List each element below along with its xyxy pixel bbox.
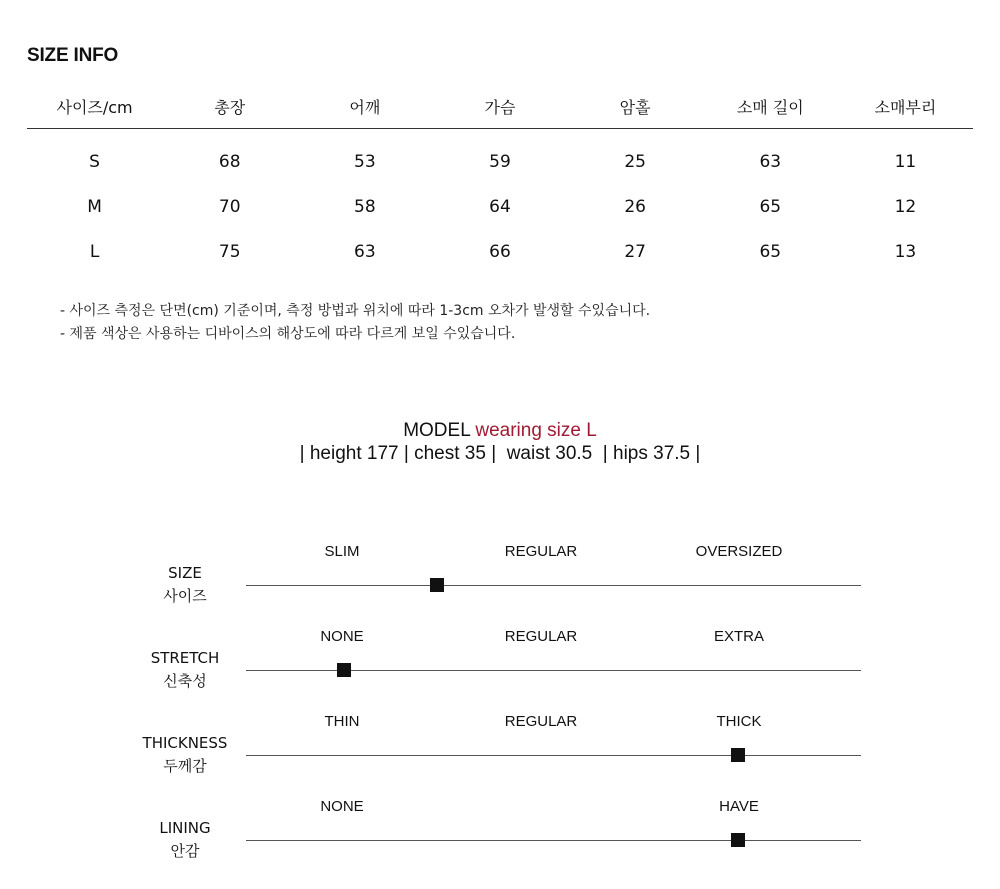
- table-header-row: [27, 85, 973, 129]
- scale-option-label: REGULAR: [504, 713, 578, 730]
- table-header-cell: 총장: [214, 98, 246, 117]
- scale-option-label: REGULAR: [504, 628, 578, 645]
- size-table: [27, 85, 973, 274]
- table-row: [27, 229, 973, 274]
- scale-category-ko: 신축성: [163, 672, 207, 690]
- table-cell: 27: [624, 241, 646, 262]
- table-cell: 13: [894, 241, 917, 262]
- scale-category: [125, 817, 245, 863]
- scale-option-label: THICK: [716, 713, 762, 730]
- scale-category-en: SIZE: [168, 564, 202, 582]
- table-cell: S: [89, 151, 100, 172]
- table-cell: 63: [354, 241, 376, 262]
- note-line: - 사이즈 측정은 단면(cm) 기준이며, 측정 방법과 위치에 따라 1-3cm 오차가 발생할 수있습니다.: [60, 303, 651, 319]
- scale-category-en: LINING: [159, 819, 211, 837]
- table-cell: 75: [218, 241, 241, 262]
- model-wearing-size: wearing size L: [475, 420, 597, 441]
- size-notes: [60, 300, 650, 346]
- table-row: [27, 139, 973, 184]
- scale-track: [246, 755, 861, 756]
- model-measurements: | height 177 | chest 35 | waist 30.5 | hips 37.5 |: [299, 443, 701, 464]
- scale-option-label: NONE: [320, 798, 364, 815]
- table-cell: 70: [218, 196, 241, 217]
- scale-marker: [430, 578, 444, 592]
- size-info-title: SIZE INFO: [27, 45, 119, 66]
- table-cell: 68: [218, 151, 241, 172]
- scale-option-label: OVERSIZED: [695, 543, 783, 560]
- scale-marker: [731, 833, 745, 847]
- table-cell: M: [87, 196, 102, 217]
- scale-category-en: STRETCH: [150, 649, 220, 667]
- scale-category-ko: 사이즈: [163, 587, 207, 605]
- table-header-cell: 소매 길이: [736, 98, 804, 117]
- scale-category: [125, 562, 245, 608]
- table-cell: 65: [759, 241, 782, 262]
- fit-scale-size: [0, 543, 1000, 628]
- fit-scale-lining: [0, 798, 1000, 883]
- table-header-cell: 가슴: [484, 98, 516, 117]
- table-cell: 63: [759, 151, 782, 172]
- fit-scale-stretch: [0, 628, 1000, 713]
- table-cell: 58: [354, 196, 376, 217]
- scale-category-en: THICKNESS: [142, 734, 228, 752]
- fit-scale-thickness: [0, 713, 1000, 798]
- scale-category: [125, 647, 245, 693]
- table-cell: 25: [624, 151, 646, 172]
- scale-marker: [337, 663, 351, 677]
- scale-track: [246, 585, 861, 586]
- table-cell: 59: [489, 151, 511, 172]
- table-cell: 64: [489, 196, 511, 217]
- scale-option-label: REGULAR: [504, 543, 578, 560]
- table-header-cell: 사이즈/cm: [56, 98, 133, 117]
- scale-option-label: SLIM: [324, 543, 360, 560]
- table-cell: 26: [624, 196, 646, 217]
- scale-category-ko: 안감: [170, 842, 200, 860]
- scale-option-label: NONE: [320, 628, 364, 645]
- table-header-cell: 소매부리: [874, 98, 937, 117]
- table-cell: L: [89, 241, 100, 262]
- table-cell: 11: [894, 151, 917, 172]
- table-header-cell: 어깨: [349, 98, 381, 117]
- scale-track: [246, 840, 861, 841]
- scale-marker: [731, 748, 745, 762]
- scale-option-label: HAVE: [719, 798, 759, 815]
- model-heading: [0, 420, 1000, 442]
- table-row: [27, 184, 973, 229]
- scale-category: [125, 732, 245, 778]
- note-line: - 제품 색상은 사용하는 디바이스의 해상도에 따라 다르게 보일 수있습니다.: [60, 326, 516, 342]
- model-prefix: MODEL: [403, 420, 471, 441]
- scale-option-label: EXTRA: [713, 628, 764, 645]
- table-cell: 12: [894, 196, 917, 217]
- scale-option-label: THIN: [324, 713, 360, 730]
- table-header-cell: 암홀: [619, 98, 651, 117]
- table-cell: 66: [489, 241, 511, 262]
- scale-category-ko: 두께감: [163, 757, 207, 775]
- table-cell: 53: [354, 151, 376, 172]
- table-cell: 65: [759, 196, 782, 217]
